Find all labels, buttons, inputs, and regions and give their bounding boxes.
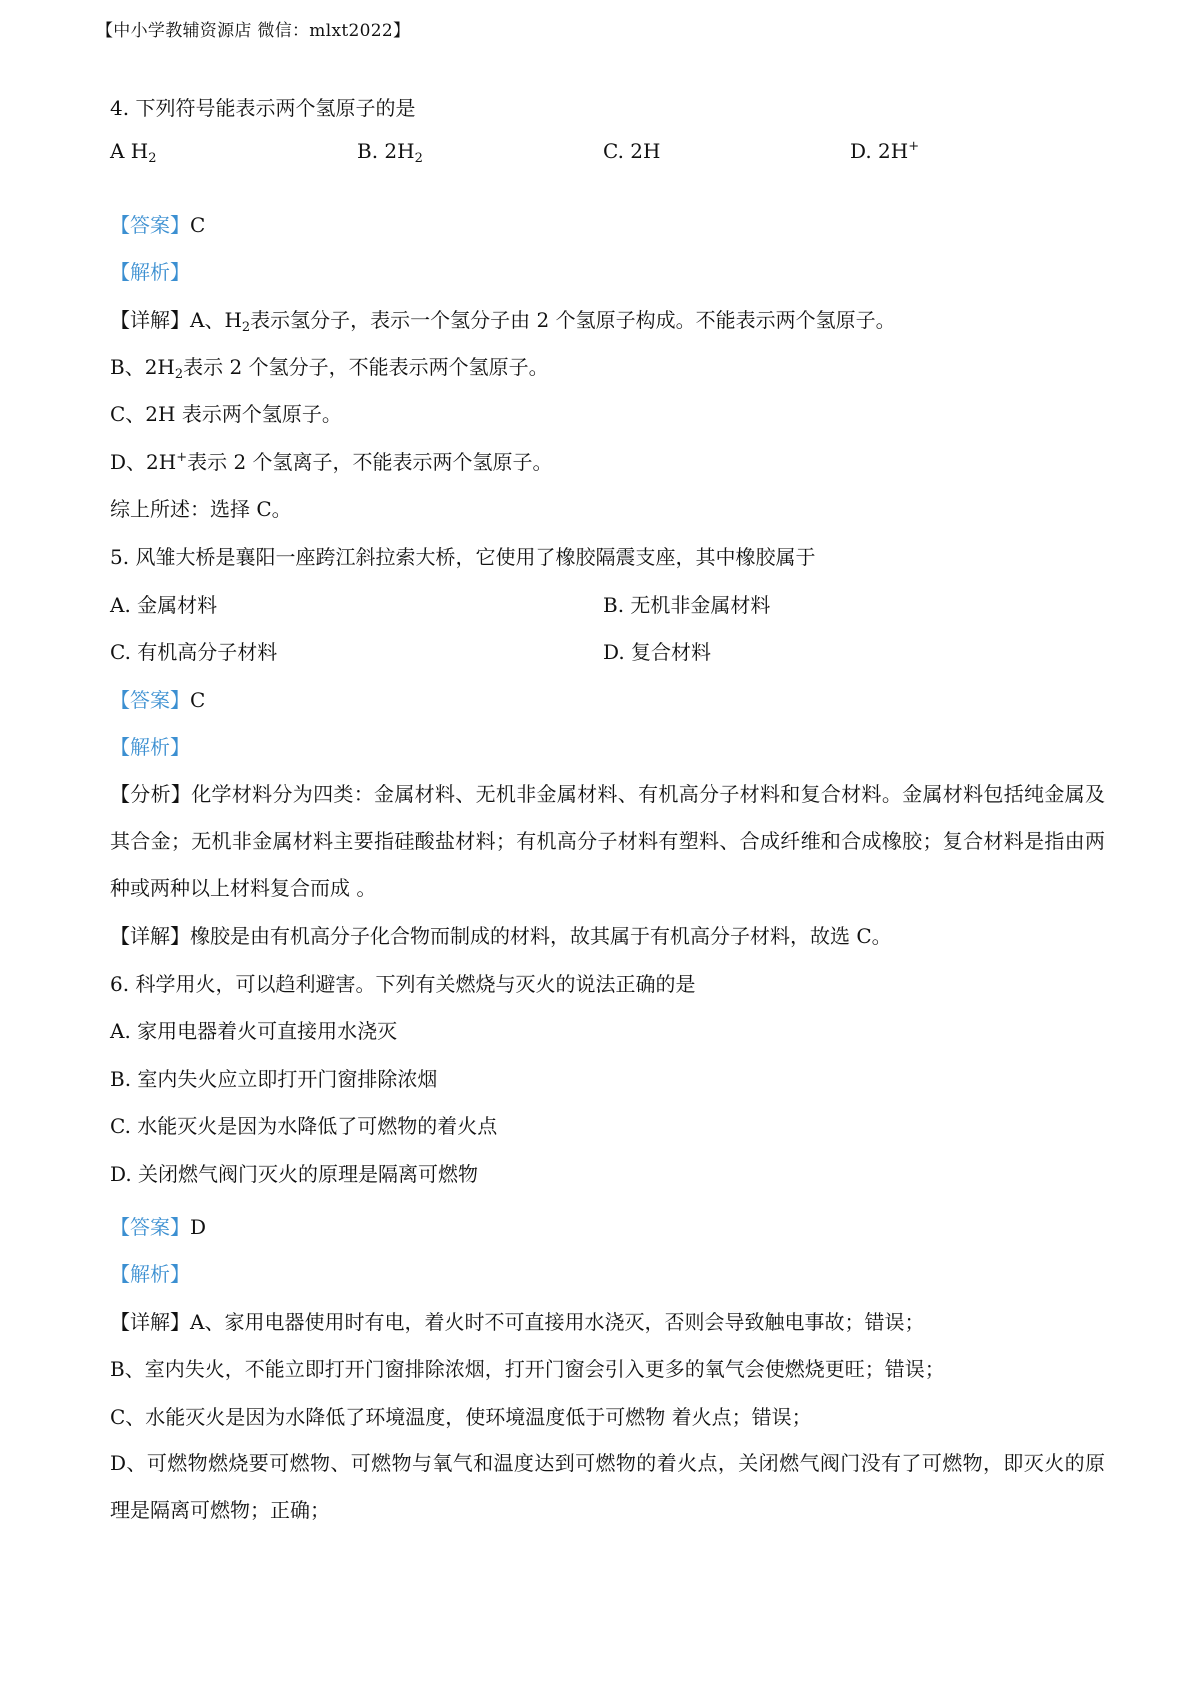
q4-detail-b: B、$2H_2$表示 2 个氢分子，不能表示两个氢原子。	[110, 355, 549, 382]
q4-option-b: B. $2H_2$	[357, 139, 423, 166]
q5-option-a: A. 金属材料	[110, 593, 218, 617]
q6-detail-d: D、可燃物燃烧要可燃物、可燃物与氧气和温度达到可燃物的着火点，关闭燃气阀门没有了可燃物，即灭火的原理是隔离可燃物；正确；	[110, 1451, 1105, 1522]
q6-detail-a: 【详解】A、家用电器使用时有电，着火时不可直接用水浇灭，否则会导致触电事故；错误；	[110, 1310, 925, 1334]
q6-option-b: B. 室内失火应立即打开门窗排除浓烟	[110, 1067, 438, 1091]
q5-stem: 5. 风雏大桥是襄阳一座跨江斜拉索大桥，它使用了橡胶隔震支座，其中橡胶属于	[110, 545, 816, 569]
header-watermark: 【中小学教辅资源店 微信：mlxt2022】	[96, 21, 411, 41]
q4-detail-d: D、2H+表示 2 个氢离子，不能表示两个氢原子。	[110, 450, 553, 474]
q5-fenxi: 【分析】化学材料分为四类：金属材料、无机非金属材料、有机高分子材料和复合材料。金属材料包括纯金属及其合金；无机非金属材料主要指硅酸盐材料；有机高分子材料有塑料、合成纤维和合成橡胶；复合材料是指由两种或两种以上材料复合而成 。	[110, 782, 1105, 900]
q4-analysis-label: 【解析】	[110, 260, 190, 284]
q6-answer: 【答案】D	[110, 1215, 207, 1239]
answer-label: 【答案】	[110, 213, 190, 237]
q4-stem: 4. 下列符号能表示两个氢原子的是	[110, 96, 416, 120]
q5-detail: 【详解】橡胶是由有机高分子化合物而制成的材料，故其属于有机高分子材料，故选 C。	[110, 924, 892, 948]
q5-answer: 【答案】C	[110, 688, 206, 712]
q6-option-c: C. 水能灭火是因为水降低了可燃物的着火点	[110, 1114, 498, 1138]
answer-label: 【答案】	[110, 1215, 190, 1239]
q4-summary: 综上所述：选择 C。	[110, 497, 292, 521]
q4-option-d: D. 2H+	[850, 139, 920, 163]
q6-detail-b: B、室内失火，不能立即打开门窗排除浓烟，打开门窗会引入更多的氧气会使燃烧更旺；错误；	[110, 1357, 945, 1381]
q6-option-a: A. 家用电器着火可直接用水浇灭	[110, 1019, 398, 1043]
q6-detail-c: C、水能灭火是因为水降低了环境温度，使环境温度低于可燃物 着火点；错误；	[110, 1405, 812, 1429]
answer-label: 【答案】	[110, 688, 190, 712]
q5-analysis-label: 【解析】	[110, 735, 190, 759]
q4-answer: 【答案】C	[110, 213, 206, 237]
q5-option-d: D. 复合材料	[603, 640, 712, 664]
q6-stem: 6. 科学用火，可以趋利避害。下列有关燃烧与灭火的说法正确的是	[110, 972, 696, 996]
q6-option-d: D. 关闭燃气阀门灭火的原理是隔离可燃物	[110, 1162, 479, 1186]
q4-option-a: A $H_2$	[110, 139, 157, 166]
q6-analysis-label: 【解析】	[110, 1262, 190, 1286]
q5-option-b: B. 无机非金属材料	[603, 593, 771, 617]
q4-detail-c: C、2H 表示两个氢原子。	[110, 402, 342, 426]
q5-option-c: C. 有机高分子材料	[110, 640, 278, 664]
q4-detail-a: 【详解】A、$H_2$表示氢分子，表示一个氢分子由 2 个氢原子构成。不能表示两个氢原子。	[110, 308, 896, 335]
q4-option-c: C. 2H	[603, 139, 661, 163]
